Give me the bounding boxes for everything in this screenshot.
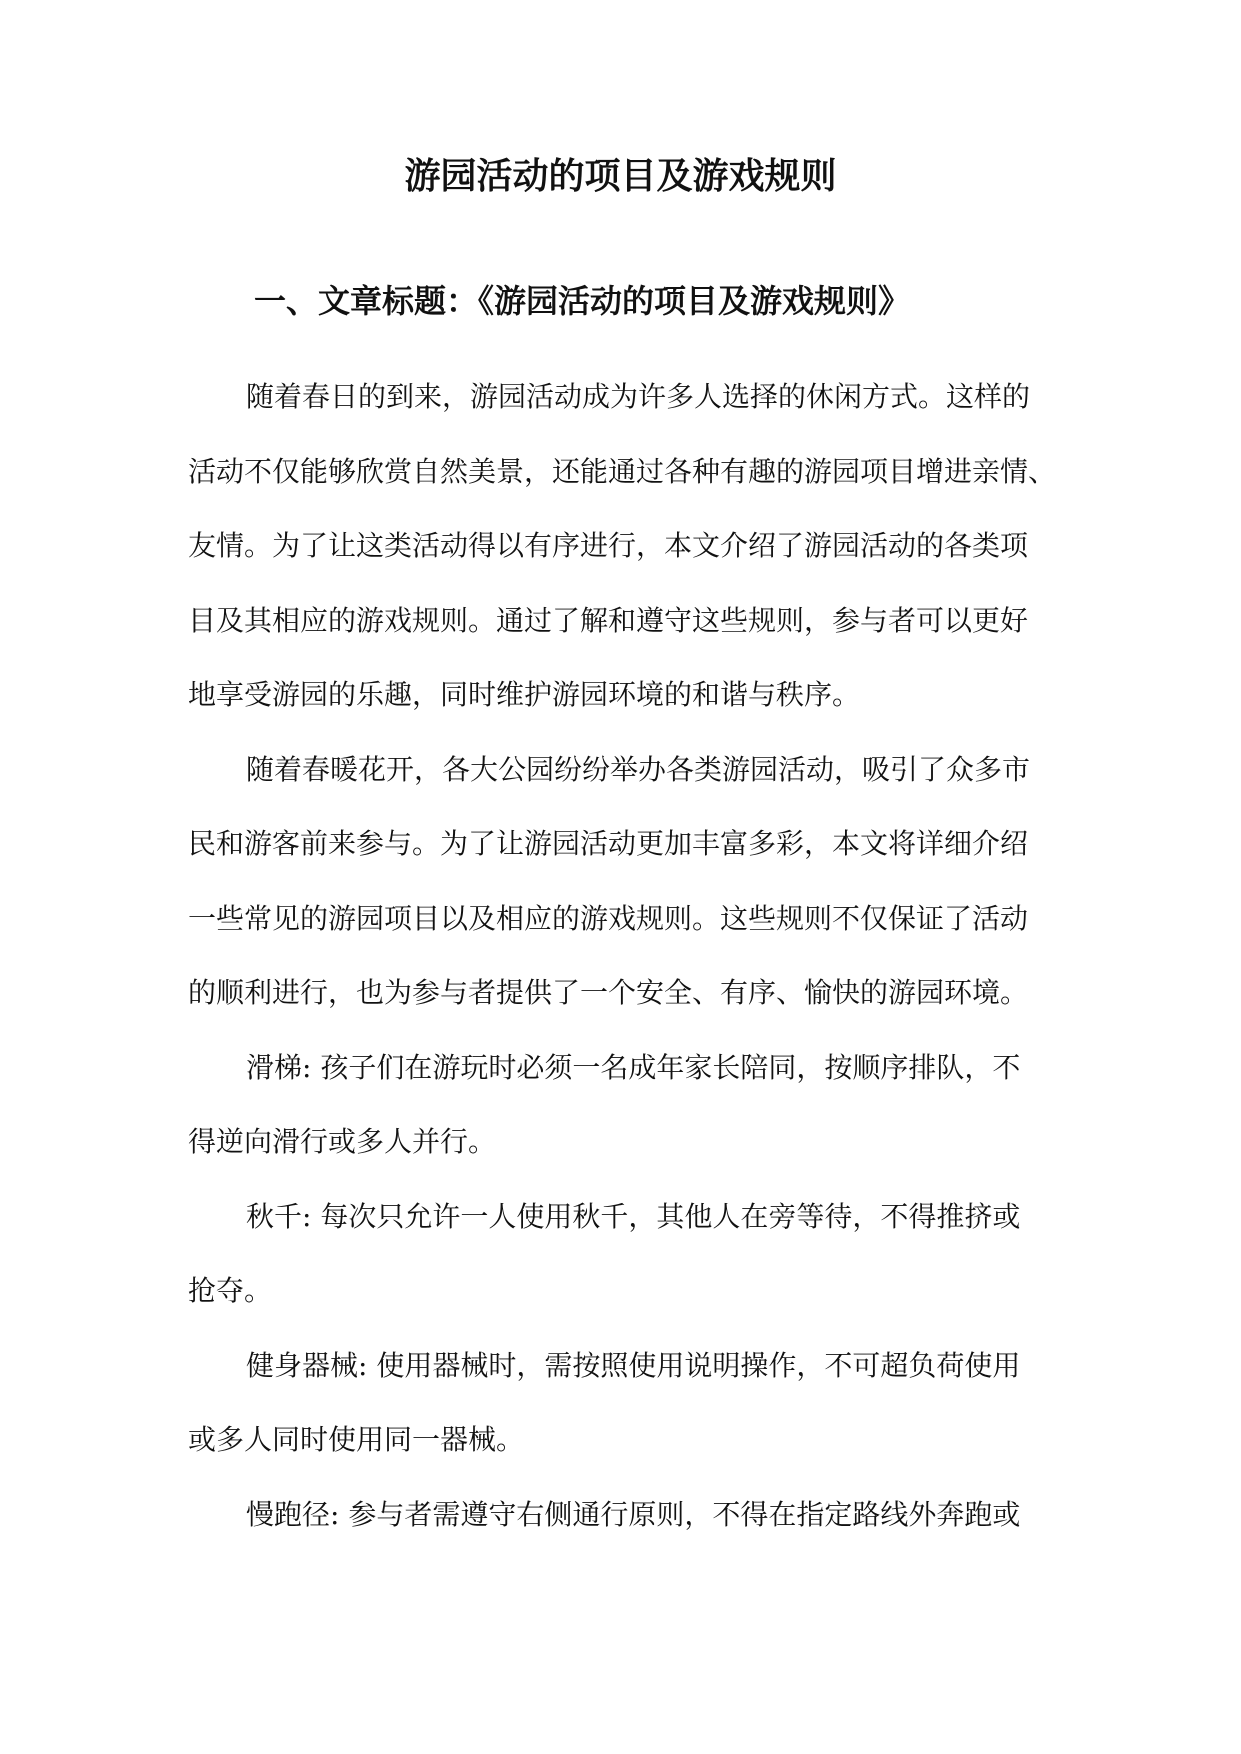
paragraph-swing-rule bbox=[188, 1180, 1060, 1329]
text-line: 滑梯: 孩子们在游玩时必须一名成年家长陪同，按顺序排队，不 bbox=[246, 1050, 1021, 1084]
text-line: 地享受游园的乐趣，同时维护游园环境的和谐与秩序。 bbox=[188, 678, 861, 711]
text-line: 随着春日的到来，游园活动成为许多人选择的休闲方式。这样的 bbox=[246, 380, 1031, 413]
paragraph-jogging-rule bbox=[188, 1478, 1060, 1553]
text-line: 友情。为了让这类活动得以有序进行，本文介绍了游园活动的各类项 bbox=[188, 529, 1029, 562]
paragraph-fitness-rule bbox=[188, 1329, 1060, 1478]
paragraph-slide-rule bbox=[188, 1031, 1060, 1180]
document-body bbox=[188, 360, 1060, 1552]
text-line: 慢跑径: 参与者需遵守右侧通行原则，不得在指定路线外奔跑或 bbox=[246, 1497, 1021, 1531]
text-line: 秋千: 每次只允许一人使用秋千，其他人在旁等待，不得推挤或 bbox=[246, 1199, 1021, 1233]
text-line: 抢夺。 bbox=[188, 1274, 273, 1307]
text-line: 随着春暖花开，各大公园纷纷举办各类游园活动，吸引了众多市 bbox=[246, 752, 1031, 786]
text-line: 活动不仅能够欣赏自然美景，还能通过各种有趣的游园项目增进亲情、 bbox=[188, 454, 1057, 488]
document-title: 游园活动的项目及游戏规则 bbox=[404, 155, 837, 197]
section-heading: 一、文章标题：《游园活动的项目及游戏规则》 bbox=[254, 282, 911, 320]
paragraph-intro bbox=[188, 360, 1060, 733]
text-line: 健身器械: 使用器械时，需按照使用说明操作，不可超负荷使用 bbox=[246, 1348, 1021, 1382]
text-line: 的顺利进行，也为参与者提供了一个安全、有序、愉快的游园环境。 bbox=[188, 976, 1029, 1009]
text-line: 民和游客前来参与。为了让游园活动更加丰富多彩，本文将详细介绍 bbox=[188, 827, 1029, 860]
text-line: 或多人同时使用同一器械。 bbox=[188, 1423, 525, 1456]
paragraph-overview bbox=[188, 733, 1060, 1031]
text-line: 得逆向滑行或多人并行。 bbox=[188, 1125, 497, 1158]
text-line: 目及其相应的游戏规则。通过了解和遵守这些规则，参与者可以更好 bbox=[188, 603, 1029, 637]
text-line: 一些常见的游园项目以及相应的游戏规则。这些规则不仅保证了活动 bbox=[188, 901, 1029, 935]
